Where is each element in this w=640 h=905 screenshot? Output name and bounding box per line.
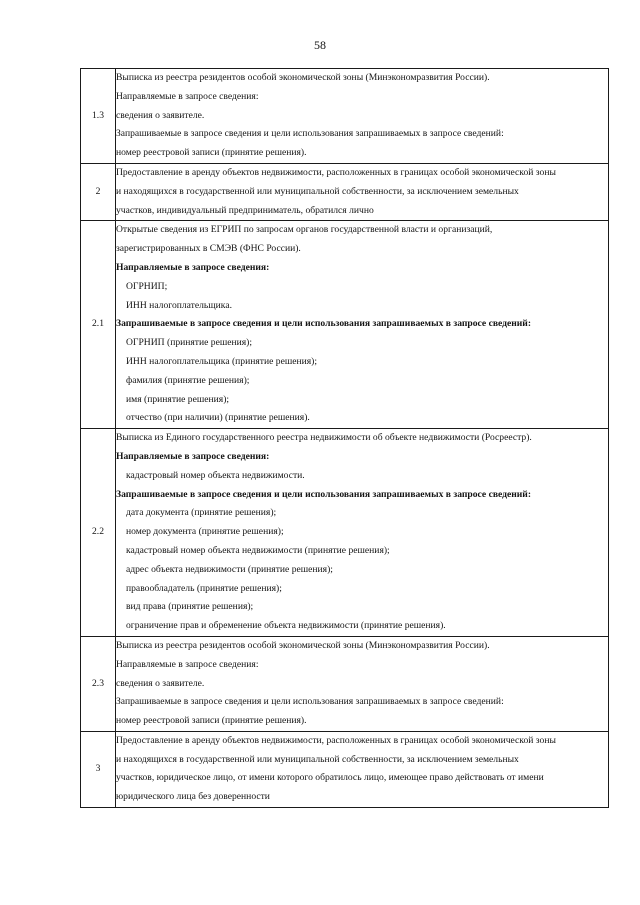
text-line: и находящихся в государственной или муниципальной собственности, за исключением земельных	[116, 753, 519, 765]
section-heading-line: Запрашиваемые в запросе сведения и цели использования запрашиваемых в запросе сведений:	[116, 318, 532, 330]
text-line: Направляемые в запросе сведения:	[116, 658, 259, 670]
text-line: Запрашиваемые в запросе сведения и цели использования запрашиваемых в запросе сведений:	[116, 128, 504, 140]
table-body	[81, 69, 609, 808]
text-line: номер документа (принятие решения);	[126, 526, 284, 538]
row-number: 2	[81, 163, 116, 220]
row-number: 3	[81, 731, 116, 807]
row-content	[116, 163, 609, 220]
text-line: Предоставление в аренду объектов недвижимости, расположенных в границах особой экономической зоны	[116, 166, 556, 178]
page-number: 58	[314, 38, 326, 52]
text-line: ИНН налогоплательщика.	[126, 299, 232, 311]
text-line: зарегистрированных в СМЭВ (ФНС России).	[116, 243, 301, 255]
text-line: сведения о заявителе.	[116, 677, 205, 689]
text-line: ОГРНИП (принятие решения);	[126, 337, 253, 349]
services-table	[80, 68, 609, 808]
section-heading-line: Направляемые в запросе сведения:	[116, 261, 270, 273]
row-number: 1.3	[81, 69, 116, 164]
text-line: кадастровый номер объекта недвижимости (принятие решения);	[126, 544, 390, 556]
text-line: номер реестровой записи (принятие решения).	[116, 147, 307, 159]
section-heading-line: Направляемые в запросе сведения:	[116, 450, 270, 462]
text-line: юридического лица без доверенности	[116, 791, 270, 803]
text-line: фамилия (принятие решения);	[126, 374, 250, 386]
row-content	[116, 69, 609, 164]
table-row	[81, 69, 609, 164]
text-line: участков, индивидуальный предприниматель, обратился лично	[116, 204, 374, 216]
table-row	[81, 636, 609, 731]
text-line: Направляемые в запросе сведения:	[116, 90, 259, 102]
row-content	[116, 429, 609, 637]
text-line: ИНН налогоплательщика (принятие решения);	[126, 355, 318, 367]
row-content	[116, 731, 609, 807]
table-row	[81, 429, 609, 637]
text-line: правообладатель (принятие решения);	[126, 582, 282, 594]
text-line: адрес объекта недвижимости (принятие решения);	[126, 563, 333, 575]
section-heading-line: Запрашиваемые в запросе сведения и цели использования запрашиваемых в запросе сведений:	[116, 488, 532, 500]
text-line: Открытые сведения из ЕГРИП по запросам органов государственной власти и организаций,	[116, 224, 493, 236]
row-number: 2.1	[81, 221, 116, 429]
text-line: ОГРНИП;	[126, 280, 168, 292]
row-number: 2.2	[81, 429, 116, 637]
row-content	[116, 636, 609, 731]
row-content	[116, 221, 609, 429]
text-line: и находящихся в государственной или муниципальной собственности, за исключением земельных	[116, 185, 519, 197]
text-line: вид права (принятие решения);	[126, 601, 254, 613]
text-line: дата документа (принятие решения);	[126, 507, 277, 519]
text-line: участков, юридическое лицо, от имени которого обратилось лицо, имеющее право действовать от имени	[116, 772, 544, 784]
table-row	[81, 163, 609, 220]
text-line: отчество (при наличии) (принятие решения).	[126, 412, 310, 424]
table-row	[81, 731, 609, 807]
text-line: сведения о заявителе.	[116, 109, 205, 121]
text-line: Выписка из Единого государственного реестра недвижимости об объекте недвижимости (Росреестр).	[116, 432, 532, 444]
text-line: Предоставление в аренду объектов недвижимости, расположенных в границах особой экономической зоны	[116, 734, 556, 746]
text-line: кадастровый номер объекта недвижимости.	[126, 469, 305, 481]
text-line: Выписка из реестра резидентов особой экономической зоны (Минэкономразвития России).	[116, 72, 490, 83]
text-line: Выписка из реестра резидентов особой экономической зоны (Минэкономразвития России).	[116, 639, 490, 651]
row-number: 2.3	[81, 636, 116, 731]
text-line: ограничение прав и обременение объекта недвижимости (принятие решения).	[126, 620, 446, 632]
text-line: Запрашиваемые в запросе сведения и цели использования запрашиваемых в запросе сведений:	[116, 696, 504, 708]
text-line: номер реестровой записи (принятие решения).	[116, 715, 307, 727]
table-row	[81, 221, 609, 429]
text-line: имя (принятие решения);	[126, 393, 230, 405]
